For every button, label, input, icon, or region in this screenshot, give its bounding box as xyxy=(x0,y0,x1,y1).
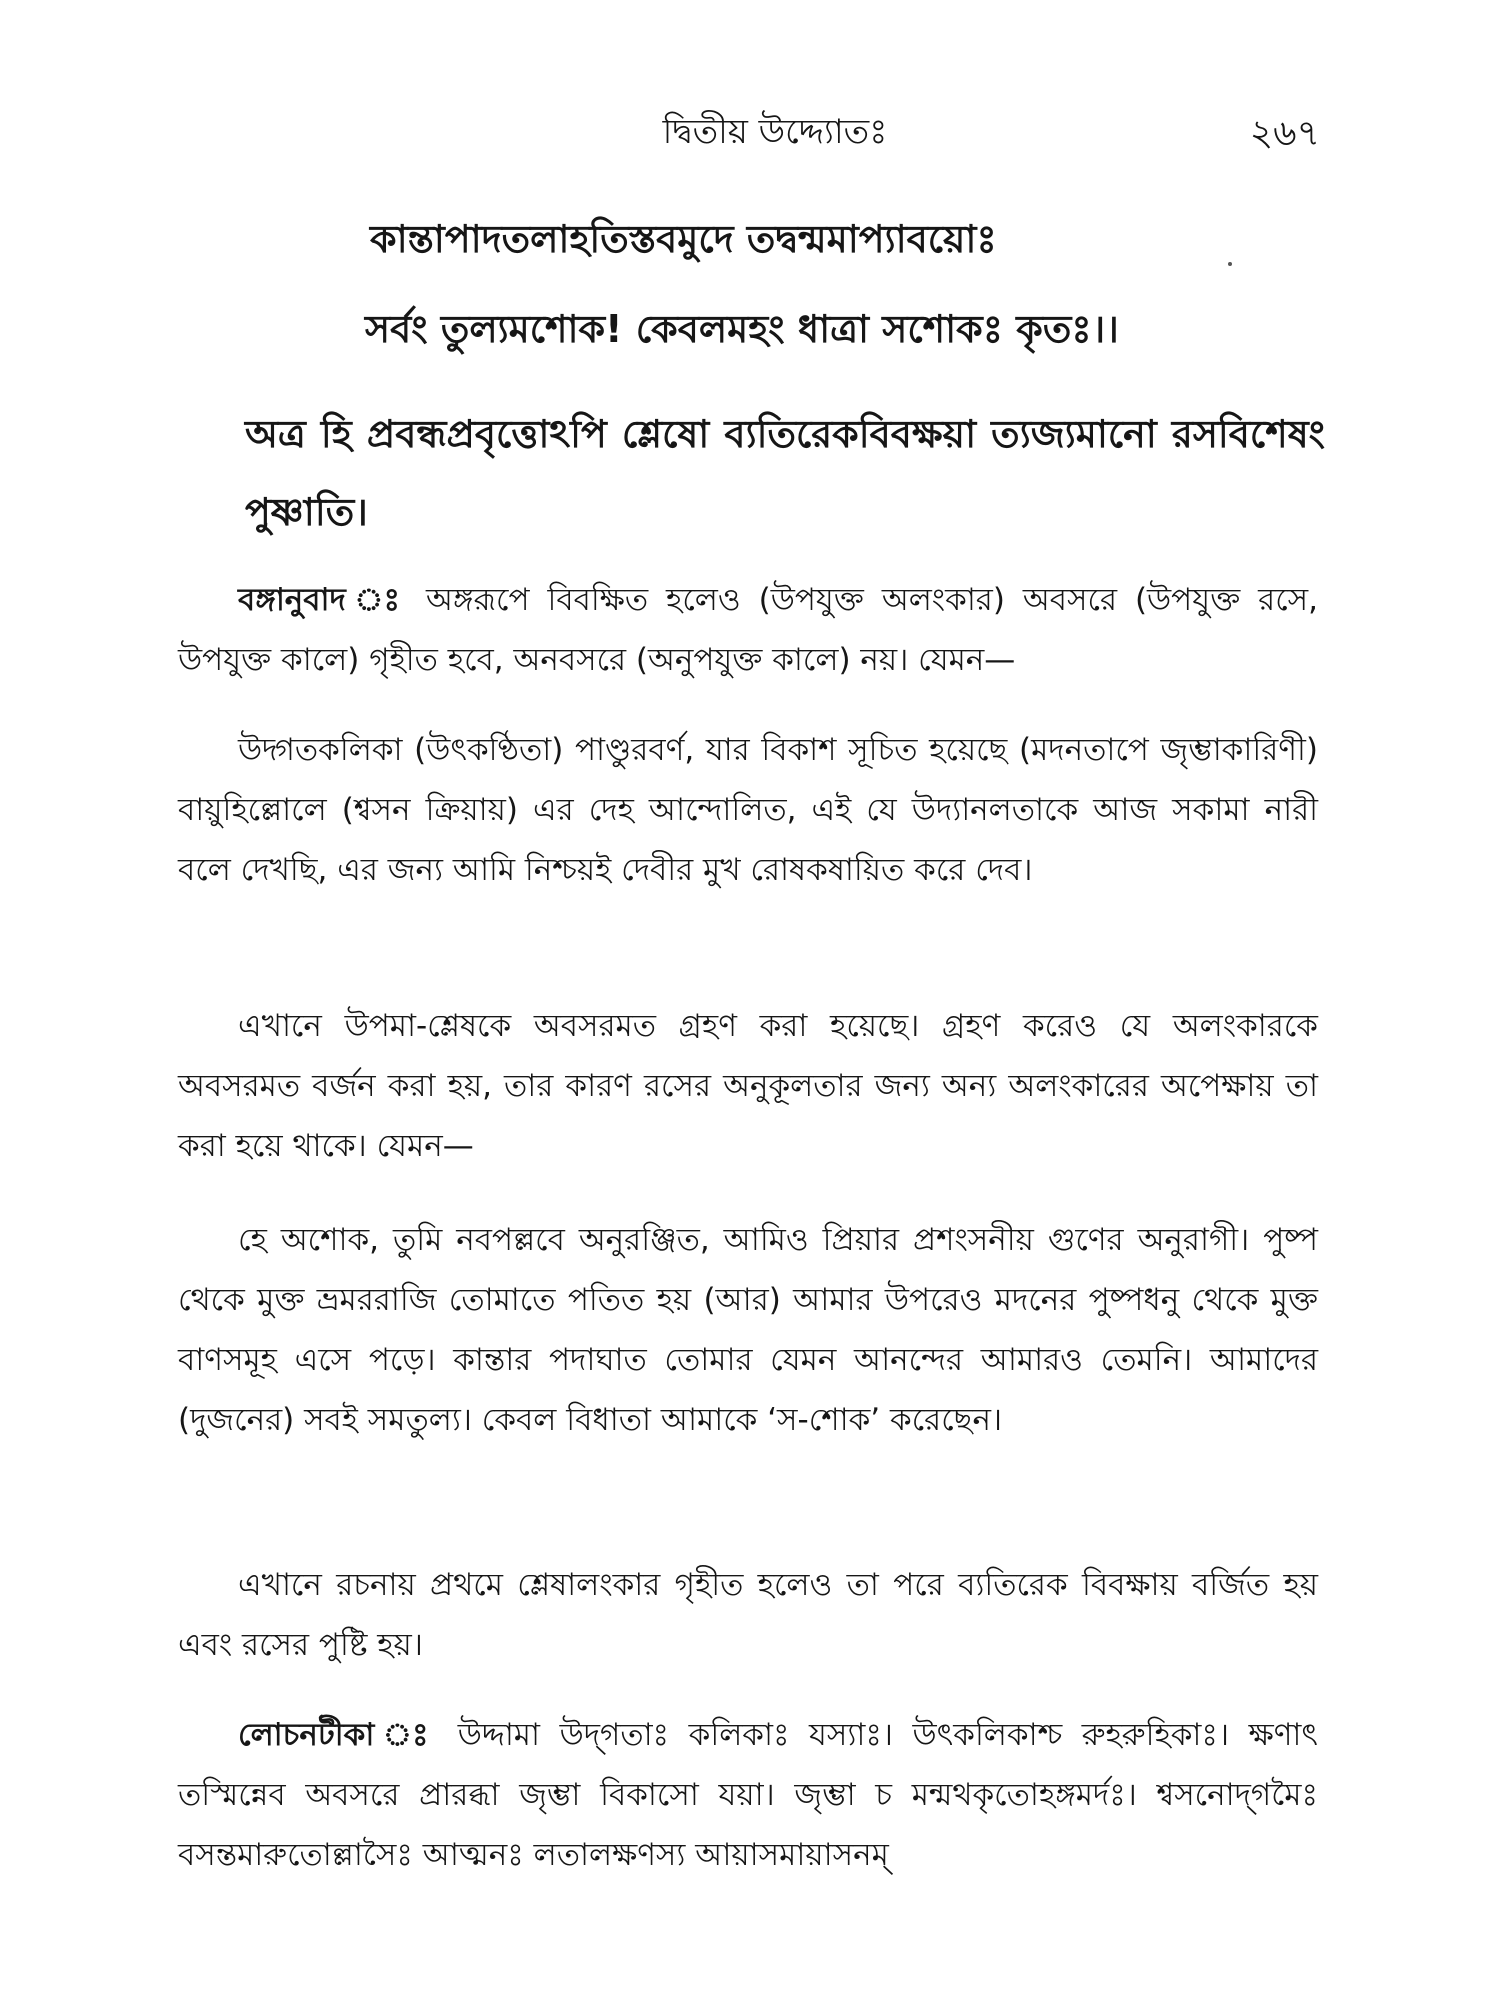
stray-dot xyxy=(1228,262,1232,266)
translation-paragraph-1 xyxy=(178,570,1318,690)
verse-line-2: সর্বং তুল্যমশোক! কেবলমহং ধাত্রা সশোকঃ কৃতঃ।। xyxy=(365,307,1119,351)
chapter-title: দ্বিতীয় উদ্দ্যোতঃ xyxy=(662,112,888,152)
translation-paragraph-5: এখানে রচনায় প্রথমে শ্লেষালংকার গৃহীত হলেও তা পরে ব্যতিরেক বিবক্ষায় বর্জিত হয় এবং রসের পুষ্টি হয়। xyxy=(178,1567,1318,1663)
translation-label: বঙ্গানুবাদ ঃ xyxy=(238,582,409,618)
sanskrit-commentary: অত্র হি প্রবন্ধপ্রবৃত্তোঽপি শ্লেষো ব্যতিরেকবিবক্ষয়া ত্যজ্যমানো রসবিশেষং পুষ্ণাতি। xyxy=(245,412,1325,534)
translation-paragraph-2: উদ্গতকলিকা (উৎকণ্ঠিতা) পাণ্ডুরবর্ণ, যার বিকাশ সূচিত হয়েছে (মদনতাপে জৃম্ভাকারিণী) বায়ুহিল্লোলে (শ্বসন ক্রিয়ায়) এর দেহ আন্দোলিত, এই যে উদ্যানলতাকে আজ সকামা নারী বলে দেখছি, এর জন্য আমি নিশ্চয়ই দেবীর মুখ রোষকষায়িত করে দেব। xyxy=(178,732,1318,888)
page-number: ২৬৭ xyxy=(1249,113,1320,154)
lochana-text: উদ্দামা উদ্‌গতাঃ কলিকাঃ যস্যাঃ। উৎকলিকাশ্চ রুহরুহিকাঃ। ক্ষণাৎ তস্মিন্নেব অবসরে প্রারব্ধা জৃম্ভা বিকাসো যয়া। জৃম্ভা চ মন্মথকৃতোহঙ্গমর্দঃ। শ্বসনোদ্‌গমৈঃ বসন্তমারুতোল্লাসৈঃ আত্মনঃ লতালক্ষণস্য আয়াসমায়াসনম্ xyxy=(178,1717,1318,1873)
lochana-paragraph xyxy=(178,1705,1318,1885)
translation-paragraph-4: হে অশোক, তুমি নবপল্লবে অনুরঞ্জিত, আমিও প্রিয়ার প্রশংসনীয় গুণের অনুরাগী। পুষ্প থেকে মুক্ত ভ্রমররাজি তোমাতে পতিত হয় (আর) আমার উপরেও মদনের পুষ্পধনু থেকে মুক্ত বাণসমূহ এসে পড়ে। কান্তার পদাঘাত তোমার যেমন আনন্দের আমারও তেমনি। আমাদের (দুজনের) সবই সমতুল্য। কেবল বিধাতা আমাকে ‘স-শোক’ করেছেন। xyxy=(178,1222,1318,1438)
translation-text-1: অঙ্গরূপে বিবক্ষিত হলেও (উপযুক্ত অলংকার) অবসরে (উপযুক্ত রসে, উপযুক্ত কালে) গৃহীত হবে, অনবসরে (অনুপযুক্ত কালে) নয়। যেমন— xyxy=(178,582,1318,678)
lochana-label: লোচনটীকা ঃ xyxy=(238,1717,439,1753)
translation-paragraph-3: এখানে উপমা-শ্লেষকে অবসরমত গ্রহণ করা হয়েছে। গ্রহণ করেও যে অলংকারকে অবসরমত বর্জন করা হয়, তার কারণ রসের অনুকূলতার জন্য অন্য অলংকারের অপেক্ষায় তা করা হয়ে থাকে। যেমন— xyxy=(178,1008,1318,1164)
running-header xyxy=(230,100,1320,160)
verse-line-1: কান্তাপাদতলাহতিস্তবমুদে তদ্বন্মমাপ্যাবয়োঃ xyxy=(370,217,997,261)
